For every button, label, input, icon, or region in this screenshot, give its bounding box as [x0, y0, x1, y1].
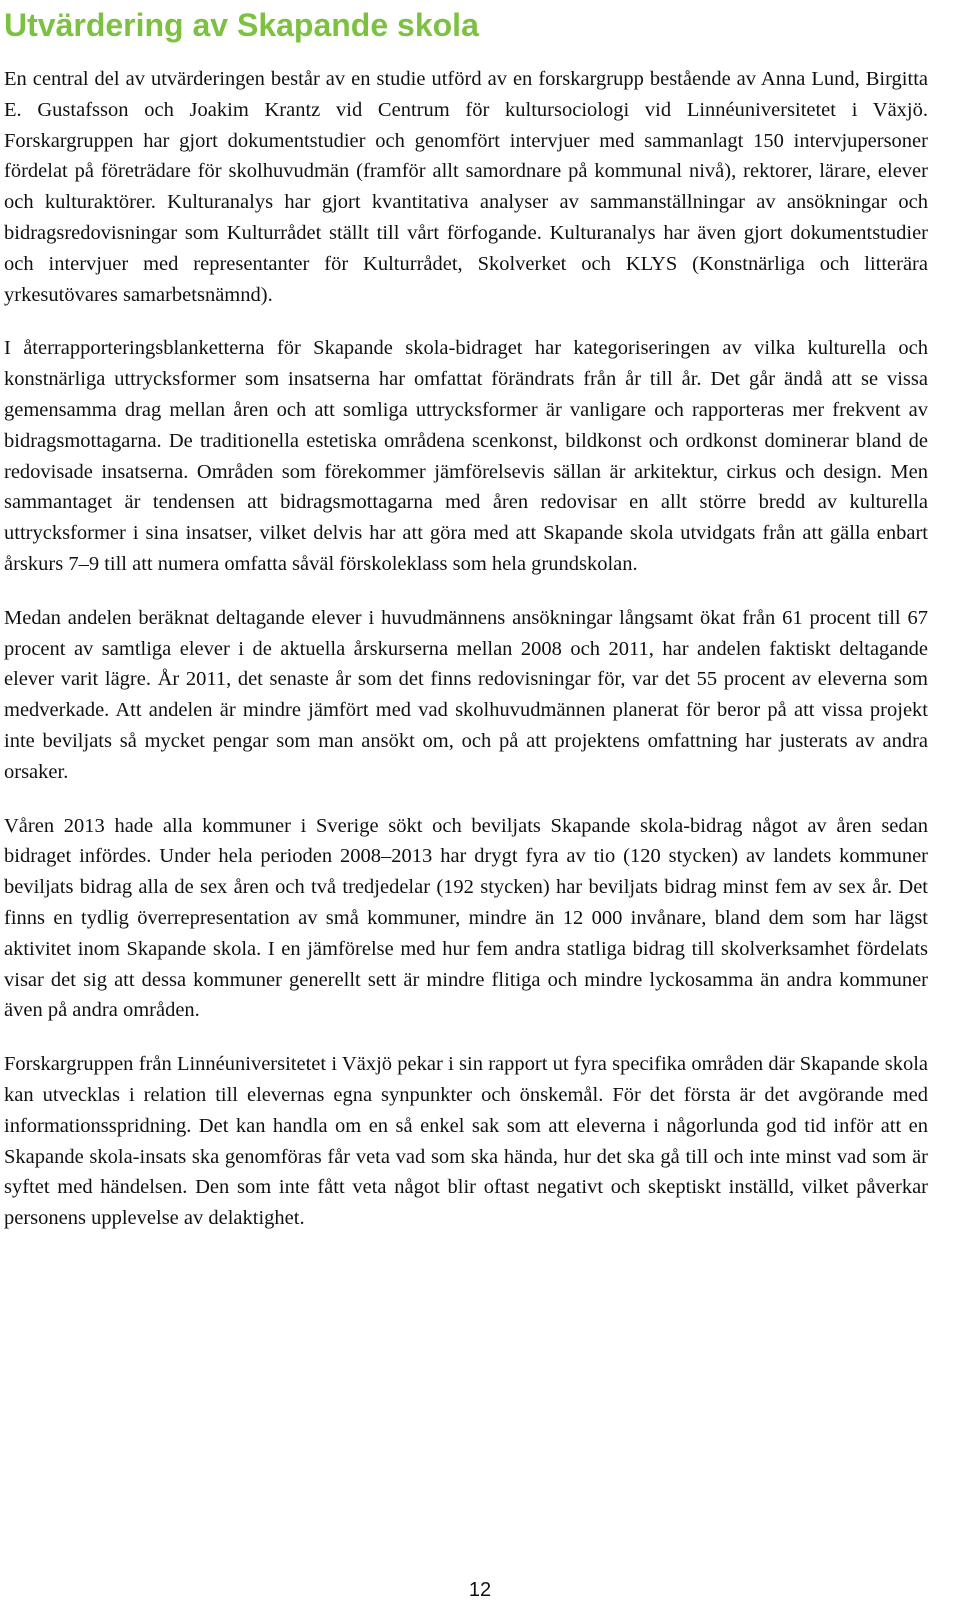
- paragraph-1: En central del av utvärderingen består av en studie utförd av en forskargrupp bestående av Anna Lund, Birgitta E. Gustafsson och Joakim Krantz vid Centrum för kultursociologi vid Linnéuniversitetet i Växjö. Forskargruppen har gjort dokumentstudier och genomfört intervjuer med sammanlagt 150 intervjupersoner fördelat på företrädare för skolhuvudmän (framför allt samordnare på kommunal nivå), rektorer, lärare, elever och kulturaktörer. Kulturanalys har gjort kvantitativa analyser av sammanställningar av ansökningar och bidragsredovisningar som Kulturrådet ställt till vårt förfogande. Kulturanalys har även gjort dokumentstudier och intervjuer med representanter för Kulturrådet, Skolverket och KLYS (Konstnärliga och litterära yrkesutövares samarbetsnämnd).: [4, 68, 928, 306]
- page-number: 12: [468, 1579, 492, 1601]
- paragraph-2: I återrapporteringsblanketterna för Skapande skola-bidraget har kategoriseringen av vilka kulturella och konstnärliga uttrycksformer som insatserna har omfattat förändrats från år till år. Det går ändå att se vissa gemensamma drag mellan åren och att somliga uttrycksformer är vanligare och rapporteras mer frekvent av bidragsmottagarna. De traditionella estetiska områdena scenkonst, bildkonst och ordkonst dominerar bland de redovisade insatserna. Områden som förekommer jämförelsevis sällan är arkitektur, cirkus och design. Men sammantaget är tendensen att bidragsmottagarna med åren redovisar en allt större bredd av kulturella uttrycksformer i sina insatser, vilket delvis har att göra med att Skapande skola utvidgats från att gälla enbart årskurs 7–9 till att numera omfatta såväl förskoleklass som hela grundskolan.: [4, 337, 928, 575]
- paragraph-4: Våren 2013 hade alla kommuner i Sverige sökt och beviljats Skapande skola-bidrag något av åren sedan bidraget infördes. Under hela perioden 2008–2013 har drygt fyra av tio (120 stycken) av landets kommuner beviljats bidrag alla de sex åren och två tredjedelar (192 stycken) har beviljats bidrag minst fem av sex år. Det finns en tydlig överrepresentation av små kommuner, mindre än 12 000 invånare, bland dem som har lägst aktivitet inom Skapande skola. I en jämförelse med hur fem andra statliga bidrag till skolverksamhet fördelats visar det sig att dessa kommuner generellt sett är mindre flitiga och mindre lyckosamma än andra kommuner även på andra områden.: [4, 814, 928, 1022]
- page-title: Utvärdering av Skapande skola: [4, 7, 479, 43]
- paragraph-3: Medan andelen beräknat deltagande elever i huvudmännens ansökningar långsamt ökat från 61 procent till 67 procent av samtliga elever i de aktuella årskurserna mellan 2008 och 2011, har andelen faktiskt deltagande elever varit lägre. År 2011, det senaste år som det finns redovisningar för, var det 55 procent av eleverna som medverkade. Att andelen är mindre jämfört med vad skolhuvudmännen planerat för beror på att vissa projekt inte beviljats så mycket pengar som man ansökt om, och på att projektens omfattning har justerats av andra orsaker.: [4, 606, 928, 783]
- paragraph-5: Forskargruppen från Linnéuniversitetet i Växjö pekar i sin rapport ut fyra specifika områden där Skapande skola kan utvecklas i relation till elevernas egna synpunkter och önskemål. För det första är det avgörande med informationsspridning. Det kan handla om en så enkel sak som att eleverna i någorlunda god tid inför att en Skapande skola-insats ska genomföras får veta vad som ska hända, hur det ska gå till och inte minst vad som är syftet med händelsen. Den som inte fått veta något blir oftast negativt och skeptiskt inställd, vilket påverkar personens upplevelse av delaktighet.: [4, 1053, 928, 1230]
- body-text: [4, 64, 928, 1257]
